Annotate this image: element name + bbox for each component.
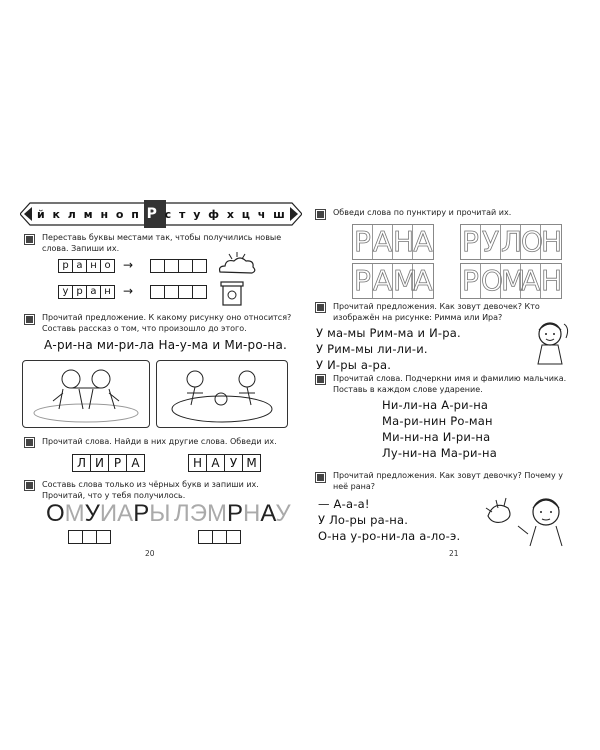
alphabet-letter: й xyxy=(37,207,45,221)
alphabet-letter: ф xyxy=(208,207,220,221)
alphabet-letter: т xyxy=(179,207,186,221)
alphabet-letter: м xyxy=(83,207,93,221)
alphabet-letter: у xyxy=(193,207,201,221)
traced-word-rama[interactable] xyxy=(352,263,434,299)
dotted-letter: О xyxy=(521,225,544,258)
answer-cells-4[interactable] xyxy=(198,530,240,544)
sentence-line: О-на у-ро-ни-ла а-ло-э. xyxy=(318,529,461,543)
letter-cell: р xyxy=(58,259,73,273)
task-1-instruction: Обведи слова по пунктиру и прочитай их. xyxy=(333,208,512,217)
dotted-letter: Н xyxy=(393,225,415,258)
letter-group-1 xyxy=(46,500,170,528)
task-marker xyxy=(317,211,324,218)
letter-group-2 xyxy=(174,500,291,528)
task-marker xyxy=(26,316,33,323)
task-2-instruction: Прочитай предложение. К какому рисунку оно относится? Составь рассказ о том, что произошло до этого. xyxy=(42,313,292,333)
letter-cell: М xyxy=(242,454,261,472)
letter-cell: р xyxy=(72,285,87,299)
dotted-letter: У xyxy=(481,225,500,258)
alphabet-letters xyxy=(35,204,287,224)
answer-cells-1[interactable] xyxy=(150,259,206,273)
dotted-letter: Р xyxy=(353,264,373,298)
alphabet-letter: н xyxy=(100,207,109,221)
letter-cell: А xyxy=(126,454,145,472)
dotted-letter: М xyxy=(501,264,526,297)
kids-picnic-icon xyxy=(157,361,287,427)
black-letter: Р xyxy=(133,500,150,527)
black-letter: Р xyxy=(227,500,244,527)
dotted-letter: Р xyxy=(353,225,373,259)
dotted-letter: А xyxy=(373,264,393,297)
grey-letter: Н xyxy=(243,500,261,527)
alphabet-letter: ч xyxy=(257,207,266,221)
alphabet-letter: к xyxy=(52,207,60,221)
letter-cell: И xyxy=(90,454,109,472)
arrow-icon: → xyxy=(123,284,134,298)
page-number-left: 20 xyxy=(145,549,155,558)
letter-cell: У xyxy=(224,454,243,472)
sentence-line: У И-ры а-ра. xyxy=(316,358,392,372)
girl-with-cactus-icon xyxy=(484,490,574,548)
dotted-letter: А xyxy=(413,225,433,258)
task-marker xyxy=(26,236,33,243)
letter-cell: А xyxy=(206,454,225,472)
traced-word-rana[interactable] xyxy=(352,224,434,260)
grey-letter: И xyxy=(99,500,118,527)
dotted-letter: А xyxy=(373,225,393,258)
sentence-line: У Рим-мы ли-ли-и. xyxy=(316,342,428,356)
alphabet-letter: о xyxy=(115,207,124,221)
traced-word-rulon[interactable] xyxy=(460,224,562,260)
grey-letter: М xyxy=(207,500,227,527)
alphabet-letter: х xyxy=(226,207,234,221)
letter-cell: Л xyxy=(72,454,91,472)
alphabet-letter: ц xyxy=(241,207,250,221)
kids-fighting-icon xyxy=(23,361,149,427)
letter-cell: у xyxy=(58,285,73,299)
letter-cell: Р xyxy=(108,454,127,472)
dotted-letter: О xyxy=(481,264,504,297)
sentence-line: У ма-мы Рим-ма и И-ра. xyxy=(316,326,461,340)
alphabet-letter: п xyxy=(131,207,139,221)
girl-with-parrot-icon xyxy=(530,318,574,368)
word-cells-rano xyxy=(58,259,114,273)
task-1-instruction: Переставь буквы местами так, чтобы получились новые слова. Запиши их. xyxy=(42,233,282,253)
traced-word-roman[interactable] xyxy=(460,263,562,299)
word-pair: Лу-ни-на Ма-ри-на xyxy=(382,446,497,460)
alphabet-letter: л xyxy=(67,207,76,221)
grey-letter: А xyxy=(117,500,134,527)
dotted-letter: Р xyxy=(461,225,481,259)
sentence-line: — А-а-а! xyxy=(318,497,370,511)
task-marker xyxy=(317,474,324,481)
trash-bin-icon xyxy=(220,279,244,307)
dotted-letter: А xyxy=(413,264,433,297)
task-marker xyxy=(317,304,324,311)
task-marker xyxy=(26,482,33,489)
letter-cell: о xyxy=(100,259,115,273)
task-2-instruction: Прочитай предложения. Как зовут девочек? Кто изображён на рисунке: Римма или Ира? xyxy=(333,302,540,322)
dotted-letter: А xyxy=(521,264,541,297)
arrow-icon: → xyxy=(123,258,134,272)
answer-cells-2[interactable] xyxy=(150,285,206,299)
letter-cell: н xyxy=(86,259,101,273)
letter-cell: а xyxy=(86,285,101,299)
dotted-letter: Н xyxy=(541,264,563,297)
grey-letter: М xyxy=(64,500,85,527)
alphabet-letter: с xyxy=(164,207,172,221)
word-pair: Ми-ни-на И-ри-на xyxy=(382,430,491,444)
dotted-letter: Л xyxy=(501,225,523,258)
task-4-instruction: Составь слова только из чёрных букв и запиши их. Прочитай, что у тебя получилось. xyxy=(42,480,259,500)
dotted-letter: М xyxy=(393,264,418,297)
dotted-letter: Р xyxy=(461,264,481,298)
grey-letter: У xyxy=(275,500,291,527)
illustration-picnic xyxy=(156,360,288,428)
letter-cell: н xyxy=(100,285,115,299)
grey-letter: Ы xyxy=(149,500,171,527)
sun-cloud-icon xyxy=(216,250,258,276)
letter-cell: Н xyxy=(188,454,207,472)
word-cells-uran xyxy=(58,285,114,299)
page-number-right: 21 xyxy=(449,549,459,558)
sentence-line: А-ри-на ми-ри-ла На-у-ма и Ми-ро-на. xyxy=(44,338,288,352)
word-pair: Ни-ли-на А-ри-на xyxy=(382,398,489,412)
task-marker xyxy=(26,439,33,446)
word-pair: Ма-ри-нин Ро-ман xyxy=(382,414,493,428)
task-4-instruction: Прочитай предложения. Как зовут девочку? Почему у неё рана? xyxy=(333,471,563,491)
letter-cell: а xyxy=(72,259,87,273)
dotted-letter: Н xyxy=(541,225,563,258)
grey-letter: Л xyxy=(174,500,190,527)
task-3-instruction: Прочитай слова. Найди в них другие слова. Обведи их. xyxy=(42,437,277,446)
answer-cells-3[interactable] xyxy=(68,530,110,544)
grey-letter: Э xyxy=(189,500,207,527)
alphabet-letter: ш xyxy=(273,207,285,221)
sentence-line: У Ло-ры ра-на. xyxy=(318,513,409,527)
word-naum[interactable] xyxy=(188,454,260,472)
illustration-fight xyxy=(22,360,150,428)
task-marker xyxy=(317,376,324,383)
black-letter: У xyxy=(84,500,100,527)
black-letter: А xyxy=(260,500,276,527)
black-letter: О xyxy=(46,500,65,527)
task-3-instruction: Прочитай слова. Подчеркни имя и фамилию мальчика. Поставь в каждом слове ударение. xyxy=(333,374,567,394)
alphabet-letter-highlighted: Р xyxy=(146,206,157,222)
word-lira[interactable] xyxy=(72,454,144,472)
